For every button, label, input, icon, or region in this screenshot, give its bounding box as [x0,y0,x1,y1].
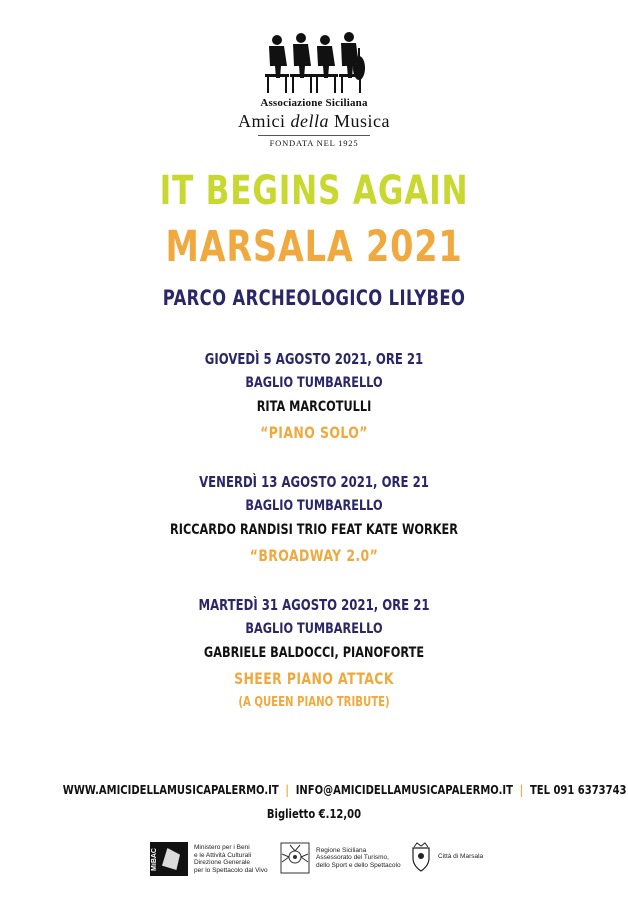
event-show-title: SHEER PIANO ATTACK [234,669,394,688]
event-show-title: “BROADWAY 2.0” [249,546,379,565]
event-date: GIOVEDÌ 5 AGOSTO 2021, ORE 21 [204,350,424,368]
association-subtitle: Associazione Siciliana [260,97,368,109]
event-artist: RITA MARCOTULLI [256,399,372,415]
sponsor-regione [280,842,401,874]
sponsor-regione-text: Regione Siciliana Assessorato del Turismo, dello Sport e dello Spettacolo [316,846,401,869]
marsala-coat-of-arms-icon [410,842,432,872]
association-logo [0,30,628,148]
association-founded: FONDATA NEL 1925 [269,138,359,148]
association-divider [258,135,370,136]
event-series-title: MARSALA 2021 [165,222,463,272]
sponsor-citta-marsala [410,842,483,872]
event-show-subtitle: (A QUEEN PIANO TRIBUTE) [238,695,390,710]
email-link[interactable]: INFO@AMICIDELLAMUSICAPALERMO.IT [295,782,513,797]
event-venue: BAGLIO TUMBARELLO [245,375,383,391]
headline: IT BEGINS AGAIN [159,168,469,214]
event-date: MARTEDÌ 31 AGOSTO 2021, ORE 21 [198,596,430,614]
separator: | [519,782,524,797]
separator: | [285,782,290,797]
regione-sicilia-crest-icon [280,842,310,874]
event-venue: BAGLIO TUMBARELLO [245,498,383,514]
event-date: VENERDÌ 13 AGOSTO 2021, ORE 21 [199,473,429,491]
association-name: Amici della Musica [238,111,390,131]
contact-line [62,782,627,797]
phone-number: TEL 091 6373743 [529,782,627,797]
event-block [0,593,628,713]
event-show-title: “PIANO SOLO” [260,423,368,442]
event-block [0,470,628,570]
quartet-musicians-icon [259,30,369,96]
website-link[interactable]: WWW.AMICIDELLAMUSICAPALERMO.IT [62,782,279,797]
event-block [0,347,628,447]
sponsor-citta-text: Città di Marsala [438,853,484,861]
event-artist: GABRIELE BALDOCCI, PIANOFORTE [203,645,425,661]
event-venue: BAGLIO TUMBARELLO [245,621,383,637]
ticket-price: Biglietto €.12,00 [266,806,362,821]
location-title: PARCO ARCHEOLOGICO LILYBEO [162,286,466,310]
event-artist: RICCARDO RANDISI TRIO FEAT KATE WORKER [170,522,458,538]
sponsor-mibac [150,842,268,876]
sponsor-mibac-text: Ministero per i Beni e le Attività Culturali Direzione Generale per lo Spettacolo dal Vivo [194,844,268,874]
mibac-logo-icon: MiBAC [150,842,188,876]
